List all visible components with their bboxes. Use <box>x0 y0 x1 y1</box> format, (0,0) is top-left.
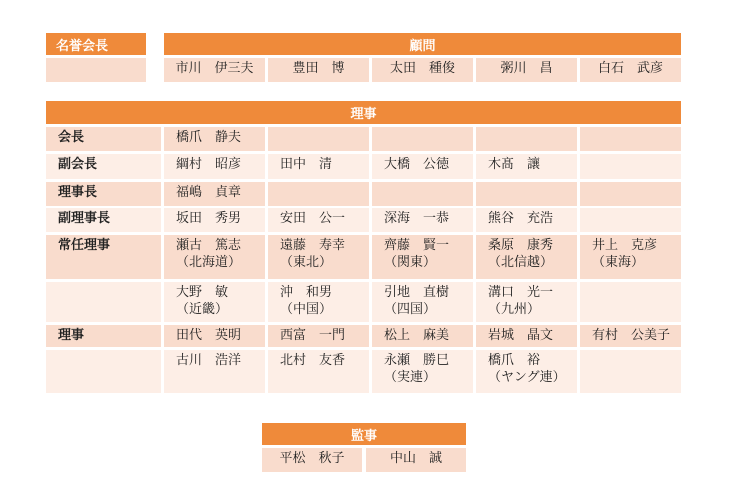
board-member-cell <box>580 350 681 393</box>
member-region: （東北） <box>280 255 333 270</box>
board-member-cell <box>476 127 577 151</box>
board-member-cell <box>164 154 265 179</box>
auditor-name: 平松 秋子 <box>262 448 362 472</box>
member-name: 沖 和男 <box>280 285 333 300</box>
member-name: 熊谷 充浩 <box>488 211 554 226</box>
board-member-cell <box>580 325 681 347</box>
board-member-cell <box>268 127 369 151</box>
board-member-cell <box>476 235 577 279</box>
board-member-cell <box>476 282 577 322</box>
auditors-title: 監事 <box>350 428 377 444</box>
board-member-cell <box>268 282 369 322</box>
advisor-name: 白石 武彦 <box>580 58 681 82</box>
board-row-label: 副会長 <box>46 154 161 179</box>
board-member-cell <box>268 235 369 279</box>
advisor-name: 豊田 博 <box>268 58 369 82</box>
advisors-header <box>164 33 681 55</box>
member-name: 桑原 康秀 <box>488 238 554 253</box>
board-member-cell <box>476 325 577 347</box>
board-member-cell <box>164 182 265 206</box>
member-name: 岩城 晶文 <box>488 328 554 343</box>
board-member-cell <box>164 350 265 393</box>
board-member-cell <box>580 208 681 232</box>
advisor-name: 市川 伊三夫 <box>164 58 265 82</box>
board-member-cell <box>476 182 577 206</box>
member-name: 古川 浩洋 <box>176 353 242 368</box>
board-row-label <box>46 350 161 393</box>
member-region: （中国） <box>280 302 333 317</box>
member-name: 木髙 讓 <box>488 157 541 172</box>
auditors-header <box>262 423 466 445</box>
advisor-name: 粥川 昌 <box>476 58 577 82</box>
member-region: （実連） <box>384 370 437 385</box>
board-member-cell <box>372 182 473 206</box>
board-row-label: 会長 <box>46 127 161 151</box>
board-member-cell <box>164 208 265 232</box>
honorary-chair-title: 名誉会長 <box>56 38 109 54</box>
board-member-cell <box>476 208 577 232</box>
board-member-cell <box>372 350 473 393</box>
member-name: 松上 麻美 <box>384 328 450 343</box>
board-member-cell <box>580 282 681 322</box>
board-member-cell <box>164 325 265 347</box>
board-header <box>46 101 681 124</box>
board-member-cell <box>268 182 369 206</box>
member-name: 大野 敏 <box>176 285 229 300</box>
auditor-name: 中山 誠 <box>366 448 466 472</box>
board-member-cell <box>164 127 265 151</box>
member-name: 井上 克彦 <box>592 238 658 253</box>
member-name: 西富 一門 <box>280 328 346 343</box>
board-member-cell <box>372 127 473 151</box>
board-row-label: 理事長 <box>46 182 161 206</box>
honorary-chair-header <box>46 33 146 55</box>
board-member-cell <box>372 208 473 232</box>
board-row-label <box>46 282 161 322</box>
member-name: 溝口 光一 <box>488 285 554 300</box>
board-member-cell <box>580 127 681 151</box>
member-region: （九州） <box>488 302 541 317</box>
member-name: 田代 英明 <box>176 328 242 343</box>
honorary-chair-name <box>46 58 146 82</box>
board-member-cell <box>268 350 369 393</box>
member-name: 橋爪 静夫 <box>176 130 242 145</box>
member-name: 有村 公美子 <box>592 328 671 343</box>
member-name: 坂田 秀男 <box>176 211 242 226</box>
board-row-label: 理事 <box>46 325 161 347</box>
member-name: 安田 公一 <box>280 211 346 226</box>
member-region: （近畿） <box>176 302 229 317</box>
member-name: 齊藤 賢一 <box>384 238 450 253</box>
member-name: 福嶋 貞章 <box>176 185 242 200</box>
member-region: （北海道） <box>176 255 242 270</box>
board-member-cell <box>580 182 681 206</box>
member-name: 遠藤 寿幸 <box>280 238 346 253</box>
board-member-cell <box>580 235 681 279</box>
board-member-cell <box>372 325 473 347</box>
member-region: （東海） <box>592 255 645 270</box>
member-name: 綱村 昭彦 <box>176 157 242 172</box>
board-member-cell <box>476 154 577 179</box>
member-name: 瀬古 篤志 <box>176 238 242 253</box>
board-row-label: 常任理事 <box>46 235 161 279</box>
member-region: （関東） <box>384 255 437 270</box>
member-name: 大橋 公徳 <box>384 157 450 172</box>
board-member-cell <box>164 235 265 279</box>
member-region: （北信越） <box>488 255 554 270</box>
advisor-name: 太田 種俊 <box>372 58 473 82</box>
member-name: 田中 清 <box>280 157 333 172</box>
member-name: 北村 友香 <box>280 353 346 368</box>
board-member-cell <box>372 154 473 179</box>
advisors-title: 顧問 <box>409 38 436 54</box>
board-member-cell <box>268 208 369 232</box>
member-name: 永瀬 勝巳 <box>384 353 450 368</box>
board-member-cell <box>580 154 681 179</box>
member-region: （ヤング連） <box>488 370 566 385</box>
member-name: 深海 一恭 <box>384 211 450 226</box>
board-member-cell <box>268 154 369 179</box>
member-name: 橋爪 裕 <box>488 353 541 368</box>
board-row-label: 副理事長 <box>46 208 161 232</box>
board-member-cell <box>164 282 265 322</box>
board-member-cell <box>372 235 473 279</box>
board-member-cell <box>476 350 577 393</box>
member-name: 引地 直樹 <box>384 285 450 300</box>
board-member-cell <box>268 325 369 347</box>
board-title: 理事 <box>350 107 377 122</box>
member-region: （四国） <box>384 302 437 317</box>
board-member-cell <box>372 282 473 322</box>
